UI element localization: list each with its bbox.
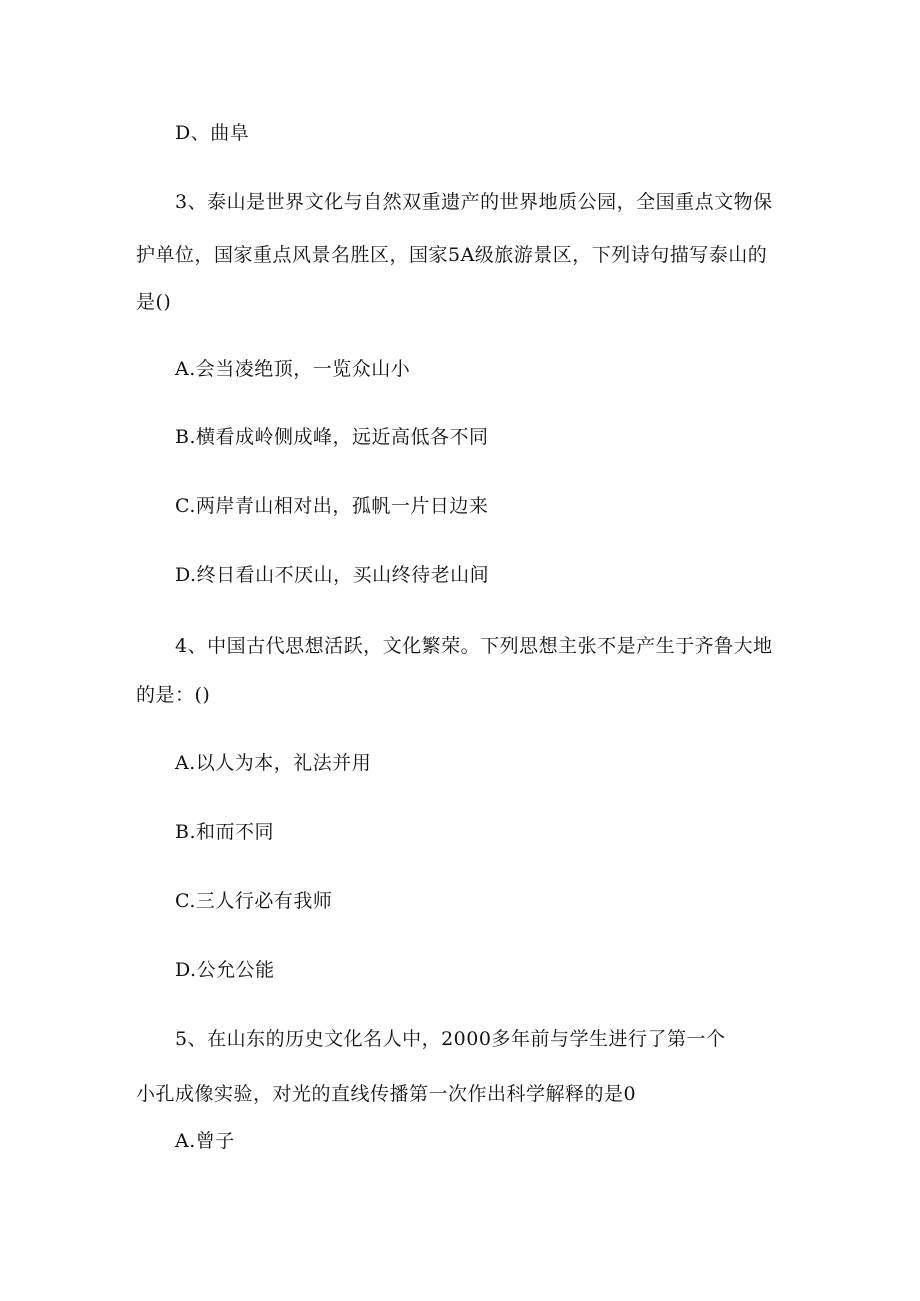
q3-option-a: A.会当凌绝顶，一览众山小: [175, 358, 411, 380]
q3-option-d: D.终日看山不厌山，买山终待老山间: [175, 564, 490, 586]
q3-stem-line-3: 是(): [136, 291, 172, 313]
q4-option-c: C.三人行必有我师: [175, 890, 333, 912]
q4-option-d: D.公允公能: [175, 959, 275, 981]
q5-option-a: A.曾子: [175, 1130, 235, 1152]
q4-option-a: A.以人为本，礼法并用: [175, 752, 372, 774]
q5-stem-line-2: 小孔成像实验，对光的直线传播第一次作出科学解释的是0: [136, 1083, 637, 1105]
q4-stem-line-2: 的是：(): [136, 684, 211, 706]
q3-stem-line-2: 护单位，国家重点风景名胜区，国家5A级旅游景区，下列诗句描写泰山的: [136, 244, 768, 266]
q4-stem-line-1: 4、中国古代思想活跃，文化繁荣。下列思想主张不是产生于齐鲁大地: [175, 635, 773, 657]
q5-stem-line-1: 5、在山东的历史文化名人中，2000多年前与学生进行了第一个: [175, 1028, 726, 1050]
q3-stem-line-1: 3、泰山是世界文化与自然双重遗产的世界地质公园，全国重点文物保: [175, 191, 773, 213]
q4-option-b: B.和而不同: [175, 821, 275, 843]
q3-option-b: B.横看成岭侧成峰，远近高低各不同: [175, 426, 489, 448]
q3-option-c: C.两岸青山相对出，孤帆一片日边来: [175, 495, 489, 517]
q2-option-d: D、曲阜: [175, 122, 250, 144]
